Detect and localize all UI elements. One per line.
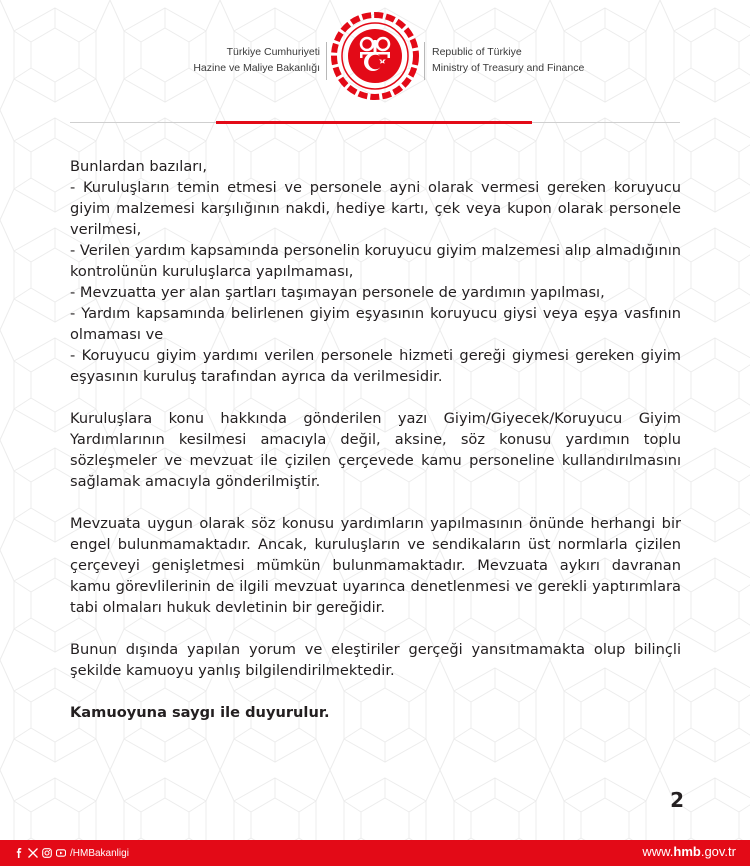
paragraph: Bunun dışında yapılan yorum ve eleştiriler gerçeği yansıtmamakta olup bilinçli şekilde kamuoyu yanlış bilgilendirilmektedir. (70, 641, 681, 679)
header-divider-left (326, 42, 327, 80)
paragraph: Kuruluşlara konu hakkında gönderilen yazı Giyim/Giyecek/Koruyucu Giyim Yardımlarının kesilmesi amacıyla değil, aksine, söz konusu yardımın toplu sözleşmeler ve mevzuat ile çizilen çerçevede kamu personeline kullandırılmasını sağlamak amacıyla gönderilmiştir. (70, 410, 681, 490)
paragraph: Mevzuata uygun olarak söz konusu yardımların yapılmasının önünde herhangi bir engel bulunmamaktadır. Ancak, kuruluşların ve sendikaların üst normlarla çizilen çerçeveyi genişletmesi mümkün bulunmamaktadır. Mevzuata aykırı davranan kamu görevlilerinin de ilgili mevzuat uyarınca denetlenmesi ve gerekli yaptırımlara tabi olmaları hukuk devletinin bir gereğidir. (70, 515, 681, 616)
header-rule-accent (216, 121, 532, 124)
page-number: 2 (670, 788, 684, 812)
header-divider-right (424, 42, 425, 80)
list-item: - Kuruluşların temin etmesi ve personele ayni olarak vermesi gereken koruyucu giyim malzemesi karşılığının nakdi, hediye kartı, çek veya kupon olarak personele verilmesi, (70, 179, 681, 238)
org-name-english-line2: Ministry of Treasury and Finance (432, 62, 585, 74)
social-handle[interactable]: /HMBakanligi (70, 847, 129, 859)
org-name-turkish-line2: Hazine ve Maliye Bakanlığı (193, 62, 320, 74)
closing-statement: Kamuoyuna saygı ile duyurulur. (70, 704, 330, 721)
paragraph-spacer (70, 387, 681, 408)
website-suffix: .gov.tr (700, 844, 736, 859)
list-item: - Yardım kapsamında belirlenen giyim eşyasının koruyucu giysi veya eşya vasfının olmaması ve (70, 305, 681, 343)
list-item: - Mevzuatta yer alan şartları taşımayan personele de yardımın yapılması, (70, 284, 605, 301)
footer-bar (0, 840, 750, 866)
instagram-icon[interactable] (42, 848, 52, 858)
paragraph-spacer (70, 492, 681, 513)
intro-line: Bunlardan bazıları, (70, 158, 207, 175)
page-header (0, 0, 750, 130)
org-name-english (432, 44, 584, 76)
ministry-emblem-icon (330, 10, 420, 102)
x-icon[interactable] (28, 848, 38, 858)
social-links (14, 846, 129, 860)
list-item: - Koruyucu giyim yardımı verilen personele hizmeti gereği giymesi gereken giyim eşyasının kuruluş tarafından ayrıca da verilmesidir. (70, 347, 681, 385)
statement-body (70, 156, 681, 723)
org-name-turkish (193, 44, 320, 76)
org-name-english-line1: Republic of Türkiye (432, 46, 522, 58)
website-domain: hmb (673, 844, 701, 859)
facebook-icon[interactable] (14, 848, 24, 858)
website-link[interactable] (642, 844, 736, 859)
list-item: - Verilen yardım kapsamında personelin koruyucu giyim malzemesi alıp almadığının kontrolünün kuruluşlarca yapılmaması, (70, 242, 681, 280)
paragraph-spacer (70, 618, 681, 639)
org-name-turkish-line1: Türkiye Cumhuriyeti (226, 46, 320, 58)
youtube-icon[interactable] (56, 848, 66, 858)
header-rule (70, 121, 680, 124)
paragraph-spacer (70, 681, 681, 702)
website-prefix: www. (642, 844, 674, 859)
